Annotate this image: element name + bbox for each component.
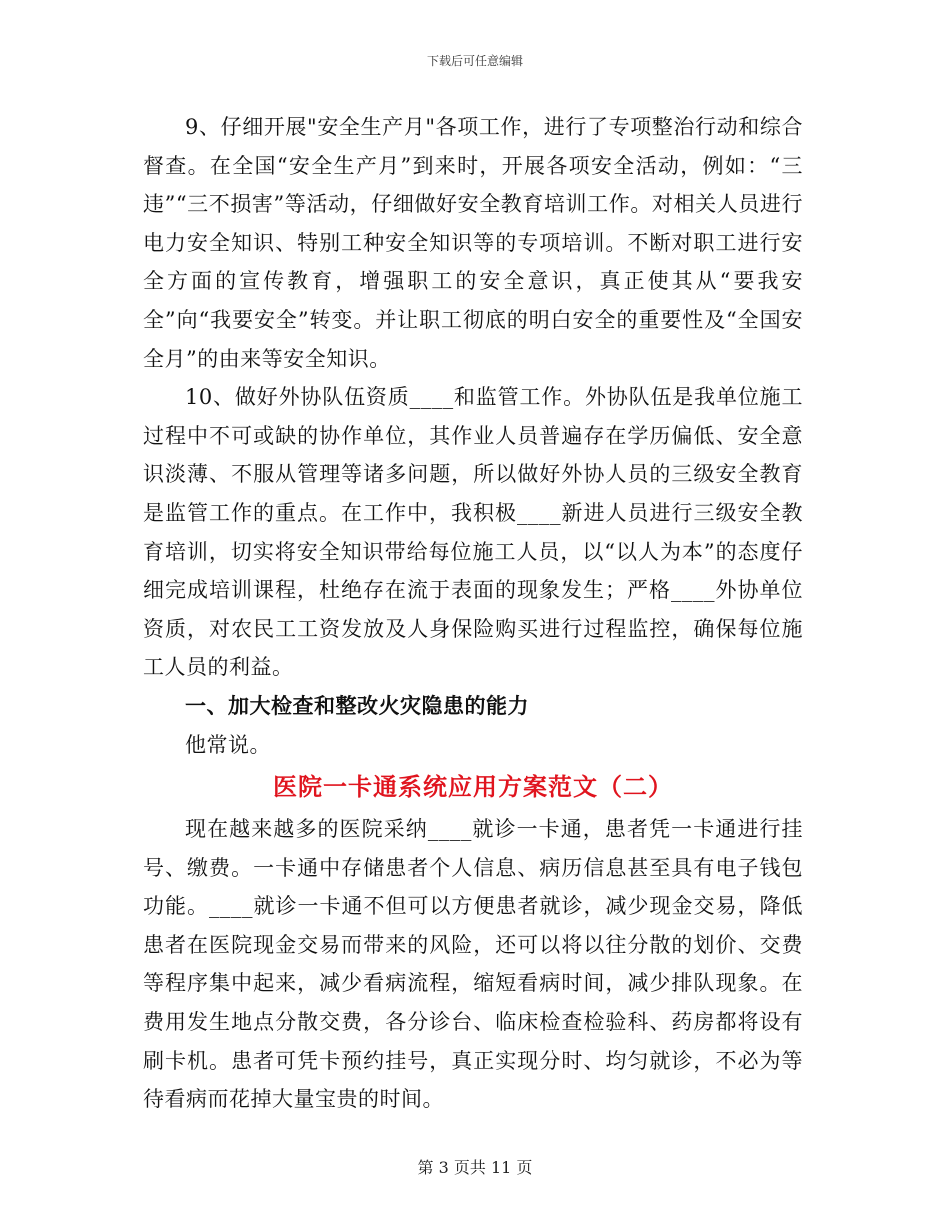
- short-line: 他常说。: [185, 732, 271, 757]
- paragraph-item-10: 10、做好外协队伍资质____和监管工作。外协队伍是我单位施工过程中不可或缺的协作单位，其作业人员普遍存在学历偏低、安全意识淡薄、不服从管理等诸多问题，所以做好外协人员的三级安全教育是监管工作的重点。在工作中，我积极____新进人员进行三级安全教育培训，切实将安全知识带给每位施工人员，以“以人为本”的态度仔细完成培训课程，杜绝存在流于表面的现象发生；严格____外协单位资质，对农民工工资发放及人身保险购买进行过程监控，确保每位施工人员的利益。: [143, 385, 803, 680]
- page-number: 第 3 页共 11 页: [417, 1158, 533, 1177]
- section-heading: 一、加大检查和整改火灾隐患的能力: [185, 692, 529, 718]
- document-body: [143, 108, 803, 1119]
- section-paragraph: 现在越来越多的医院采纳____就诊一卡通，患者凭一卡通进行挂号、缴费。一卡通中存储患者个人信息、病历信息甚至具有电子钱包功能。____就诊一卡通不但可以方便患者就诊，减少现金交易，降低患者在医院现金交易而带来的风险，还可以将以往分散的划价、交费等程序集中起来，减少看病流程，缩短看病时间，减少排队现象。在费用发生地点分散交费，各分诊台、临床检查检验科、药房都将设有刷卡机。患者可凭卡预约挂号，真正实现分时、均匀就诊，不必为等待看病而花掉大量宝贵的时间。: [143, 817, 803, 1112]
- paragraph-item-9: 9、仔细开展"安全生产月"各项工作，进行了专项整治行动和综合督查。在全国“安全生产月”到来时，开展各项安全活动，例如：“三违”“三不损害”等活动，仔细做好安全教育培训工作。对相关人员进行电力安全知识、特别工种安全知识等的专项培训。不断对职工进行安全方面的宣传教育，增强职工的安全意识，真正使其从“要我安全”向“我要安全”转变。并让职工彻底的明白安全的重要性及“全国安全月”的由来等安全知识。: [143, 115, 803, 371]
- section-title: 医院一卡通系统应用方案范文（二）: [273, 772, 673, 802]
- page-header-note: 下载后可任意编辑: [426, 54, 523, 68]
